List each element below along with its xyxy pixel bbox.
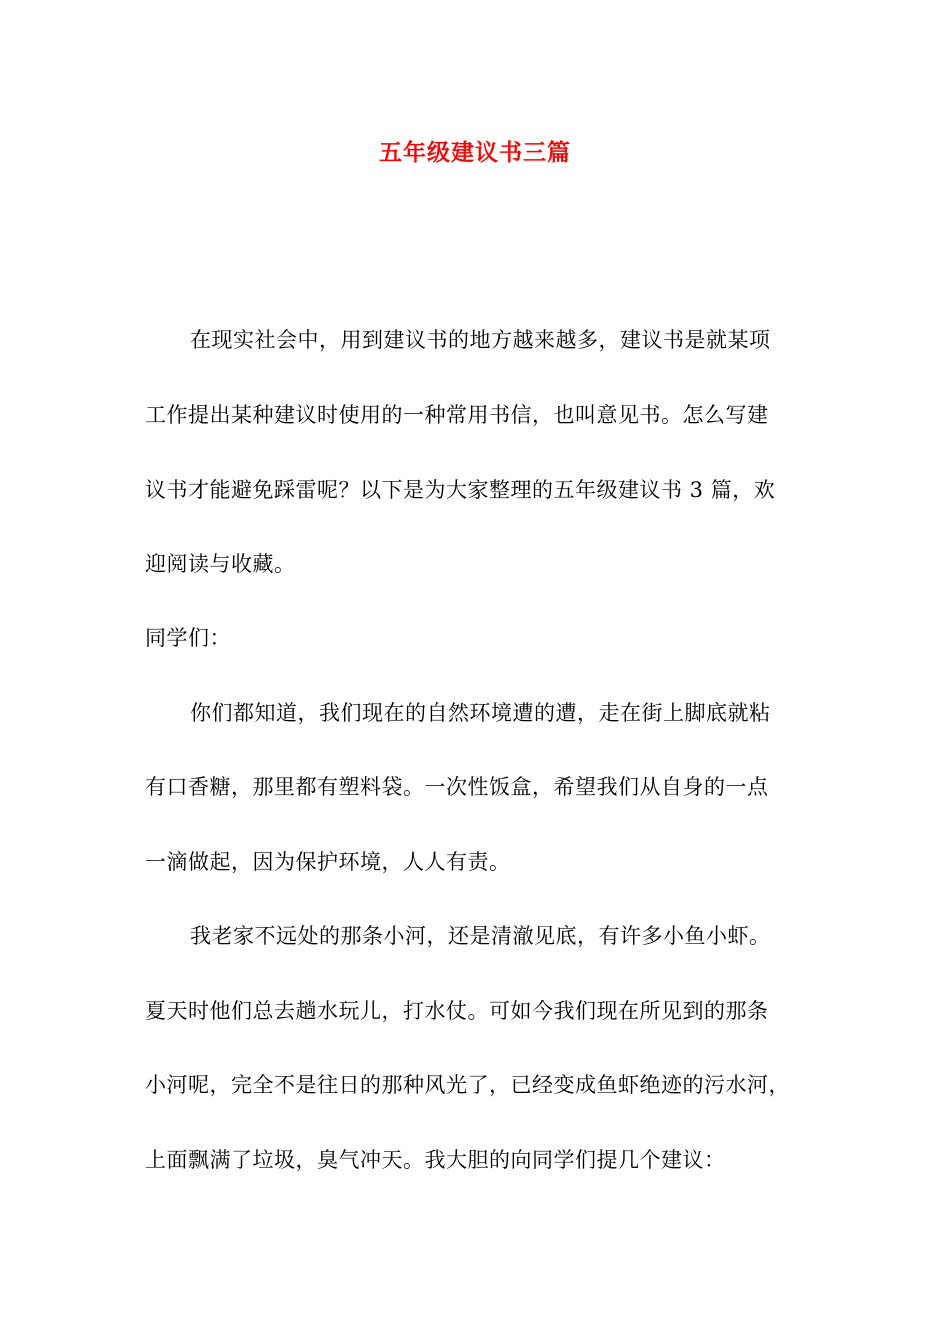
paragraph-line: 在现实社会中，用到建议书的地方越来越多，建议书是就某项 [190, 328, 771, 352]
paragraph-line: 一滴做起，因为保护环境，人人有责。 [145, 850, 511, 874]
salutation: 同学们： [145, 626, 231, 650]
paragraph-line: 你们都知道，我们现在的自然环境遭的遭，走在街上脚底就粘 [190, 701, 771, 725]
document-title: 五年级建议书三篇 [379, 139, 571, 166]
paragraph-line: 工作提出某种建议时使用的一种常用书信，也叫意见书。怎么写建 [145, 403, 769, 427]
paragraph-line: 议书才能避免踩雷呢？以下是为大家整理的五年级建议书 3 篇，欢 [145, 478, 776, 502]
paragraph-line: 小河呢，完全不是往日的那种风光了，已经变成鱼虾绝迹的污水河， [145, 1073, 790, 1097]
paragraph-line: 迎阅读与收藏。 [145, 552, 296, 576]
paragraph-line: 夏天时他们总去趟水玩儿，打水仗。可如今我们现在所见到的那条 [145, 999, 769, 1023]
paragraph-line: 有口香糖，那里都有塑料袋。一次性饭盒，希望我们从自身的一点 [145, 775, 769, 799]
paragraph-line: 上面飘满了垃圾，臭气冲天。我大胆的向同学们提几个建议： [145, 1148, 726, 1172]
paragraph-line: 我老家不远处的那条小河，还是清澈见底，有许多小鱼小虾。 [190, 924, 771, 948]
